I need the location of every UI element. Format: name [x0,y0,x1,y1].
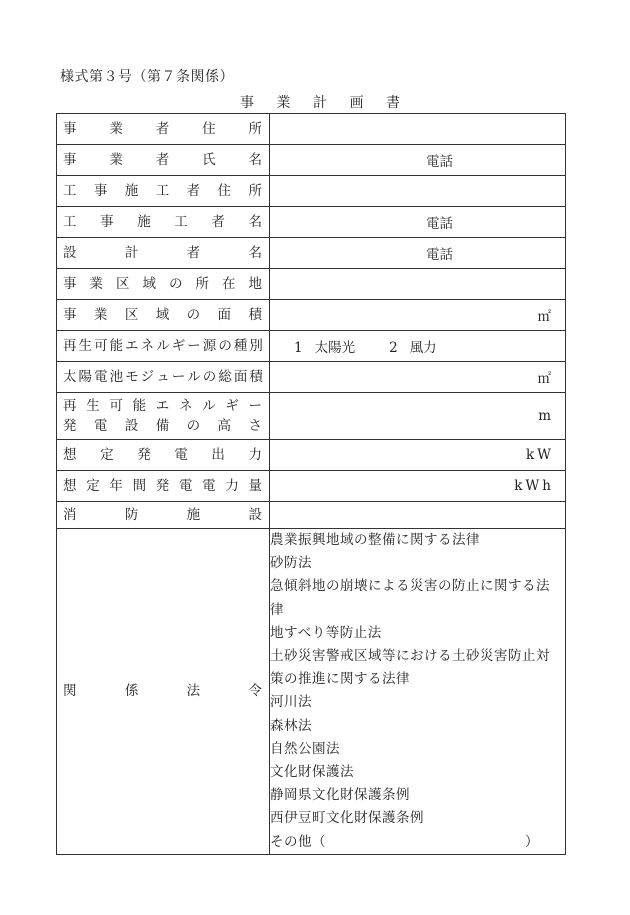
label-char: 発 [63,418,77,434]
row-label [57,274,269,294]
label-char: 者 [186,183,201,199]
facility-height-field[interactable] [270,393,566,440]
label-char: 力 [248,447,262,463]
label-char: 業 [89,276,103,292]
energy-type-field[interactable] [270,331,566,362]
label-char: 域 [155,307,170,323]
label-char: 備 [155,418,170,434]
label-char: ル [156,338,170,354]
tel-label: 電話 [426,216,453,232]
row-facility-height [57,393,566,440]
label-char: 想 [63,478,77,494]
law-item[interactable]: 地すべり等防止法 [270,624,382,641]
row-label [57,445,269,465]
label-char: さ [248,418,262,434]
label-char: 工 [174,214,188,230]
label-char: 電 [94,369,108,385]
label-char: 所 [248,183,262,199]
title-char: 事 [240,95,254,111]
label-char: 生 [86,398,100,414]
label-char: 能 [132,398,147,414]
option-number: 1 [294,340,303,356]
label-char: 陽 [78,369,93,385]
label-char: 所 [248,121,262,137]
row-site-location [57,269,566,300]
row-module-area [57,362,566,393]
label-char: 源 [202,338,217,354]
row-label [57,181,269,201]
label-char: 年 [109,478,123,494]
label-char: 防 [124,507,139,523]
other-close: ） [525,833,539,850]
law-item[interactable]: 自然公園法 [270,740,340,757]
label-char: 電 [202,478,216,494]
label-char: 事 [100,214,114,230]
row-business-name [57,145,566,176]
label-char: 消 [63,507,77,523]
label-char: 域 [142,276,156,292]
row-site-area [57,300,566,331]
label-char: 業 [93,307,108,323]
option-wind[interactable]: 風力 [409,340,437,356]
label-char: 定 [100,447,114,463]
unit-label: m [538,408,554,424]
label-char: 名 [248,214,262,230]
label-char: 定 [86,478,100,494]
row-label [57,396,269,416]
annual-generation-field[interactable] [270,471,566,502]
label-char: ー [171,369,186,385]
other-label: その他（ [270,833,326,850]
label-char: 再 [63,398,77,414]
label-char: 電 [174,447,188,463]
row-label [57,119,269,139]
law-item[interactable]: 静岡県文化財保護条例 [270,787,410,804]
expected-output-field[interactable] [270,440,566,471]
law-item[interactable]: 文化財保護法 [270,764,354,781]
label-char: 面 [217,307,232,323]
label-char: の [186,307,201,323]
label-char: 事 [63,121,77,137]
designer-name-field[interactable] [270,238,566,269]
related-laws-list [270,529,566,855]
label-char: ギ [225,398,239,414]
row-label [57,505,269,525]
title-char: 書 [386,95,400,111]
label-char: 別 [249,338,263,354]
law-item[interactable]: 西伊豆町文化財保護条例 [270,810,424,827]
site-area-field[interactable] [270,300,566,331]
label-char: 出 [211,447,225,463]
title-char: 計 [313,95,327,111]
row-label [57,336,269,356]
label-char: 区 [116,276,130,292]
law-item[interactable]: 策の推進に関する法律 [270,671,410,688]
unit-label: ㎡ [537,371,554,387]
energy-type-options [270,336,565,356]
label-char: 住 [202,121,216,137]
label-char: 業 [109,121,123,137]
label-char: 施 [124,183,139,199]
row-related-laws [57,529,566,855]
label-char: 高 [217,418,232,434]
law-item[interactable]: 河川法 [270,694,312,711]
label-char: 設 [124,418,139,434]
label-char: 計 [124,245,139,261]
label-char: 池 [109,369,124,385]
label-char: 氏 [202,152,216,168]
label-char: モ [125,369,139,385]
label-char: 名 [248,152,262,168]
label-char: ー [248,398,262,414]
law-item[interactable]: 律 [270,601,284,618]
label-char: の [218,338,232,354]
label-char: 所 [195,276,209,292]
label-char: ル [202,398,216,414]
label-char: 事 [63,276,77,292]
law-item[interactable]: 砂防法 [270,555,312,572]
label-char: 設 [248,507,262,523]
label-char: 法 [186,683,201,700]
label-char: 工 [63,183,77,199]
label-char: の [202,369,217,385]
row-business-address [57,114,566,145]
label-char: 量 [248,478,262,494]
label-char: 面 [233,369,248,385]
contractor-address-field[interactable] [270,176,566,207]
row-label [57,416,269,436]
label-char: 者 [155,152,170,168]
label-char: 工 [63,214,77,230]
unit-label: ㎡ [537,309,554,325]
label-char: ギ [171,338,186,354]
label-char: 可 [109,398,123,414]
label-char: 工 [155,183,170,199]
label-char: 在 [222,276,236,292]
label-char: 施 [186,507,201,523]
label-char: ネ [178,398,193,414]
label-char: ネ [140,338,155,354]
row-label [57,681,269,701]
law-item[interactable]: 農業振興地域の整備に関する法律 [270,532,480,548]
label-char: 生 [78,338,93,354]
label-char: 間 [132,478,147,494]
tel-label: 電話 [426,247,453,263]
fire-facility-field[interactable] [270,502,566,529]
row-label [57,367,269,387]
document-title [240,92,400,112]
row-energy-type [57,331,566,362]
label-char: 設 [63,245,77,261]
row-label [57,476,269,496]
label-char: 施 [137,214,151,230]
label-char: 区 [124,307,139,323]
option-number: 2 [389,340,398,356]
row-designer-name [57,238,566,269]
label-char: エ [125,338,139,354]
label-char: 発 [155,478,170,494]
label-char: 令 [248,683,262,700]
law-item[interactable]: 土砂災害警戒区域等における土砂災害防止対 [270,648,550,665]
label-char: 者 [186,245,201,261]
label-char: 事 [63,307,77,323]
form-number-label: 様式第３号（第７条関係） [60,69,234,85]
label-char: 再 [63,338,77,354]
label-char: 地 [248,276,262,292]
label-char: 太 [63,369,77,385]
site-location-field[interactable] [270,269,566,300]
law-item[interactable]: 急傾斜地の崩壊による災害の防止に関する法 [270,578,550,595]
label-char: の [186,418,201,434]
business-name-field[interactable] [270,145,566,176]
label-char: 事 [63,152,77,168]
label-char: 能 [109,338,124,354]
option-solar[interactable]: 太陽光 [314,340,356,356]
row-label [57,150,269,170]
label-char: ジ [140,369,155,385]
business-plan-table [56,113,566,855]
tel-label: 電話 [426,154,453,170]
label-char: 力 [225,478,239,494]
row-label [57,305,269,325]
row-annual-generation [57,471,566,502]
label-char: 積 [248,307,262,323]
label-char: 可 [94,338,108,354]
label-char: エ [155,398,170,414]
label-char: の [169,276,183,292]
label-char: 発 [137,447,151,463]
label-char: 想 [63,447,77,463]
contractor-name-field[interactable] [270,207,566,238]
title-char: 画 [349,95,364,111]
row-label [57,212,269,232]
label-char: 者 [155,121,170,137]
row-contractor-name [57,207,566,238]
business-address-field[interactable] [270,114,566,145]
label-char: 関 [63,683,77,700]
unit-label: kW [525,447,554,463]
label-char: 業 [109,152,123,168]
label-char: 事 [93,183,108,199]
title-char: 業 [276,95,291,111]
row-fire-facility [57,502,566,529]
unit-label: kWh [514,478,554,494]
module-area-field[interactable] [270,362,566,393]
label-char: ル [187,369,201,385]
law-item[interactable]: 森林法 [270,717,312,734]
label-char: 種 [233,338,248,354]
label-char: 電 [178,478,193,494]
row-label [57,243,269,263]
label-char: 者 [211,214,225,230]
row-expected-output [57,440,566,471]
label-char: ュ [156,369,170,385]
label-char: 名 [248,245,262,261]
row-contractor-address [57,176,566,207]
label-char: 電 [93,418,108,434]
label-char: 積 [249,369,263,385]
label-char: 係 [124,683,139,700]
label-char: ー [187,338,201,354]
label-char: 住 [217,183,232,199]
law-other[interactable] [270,831,565,854]
label-char: 総 [218,369,232,385]
